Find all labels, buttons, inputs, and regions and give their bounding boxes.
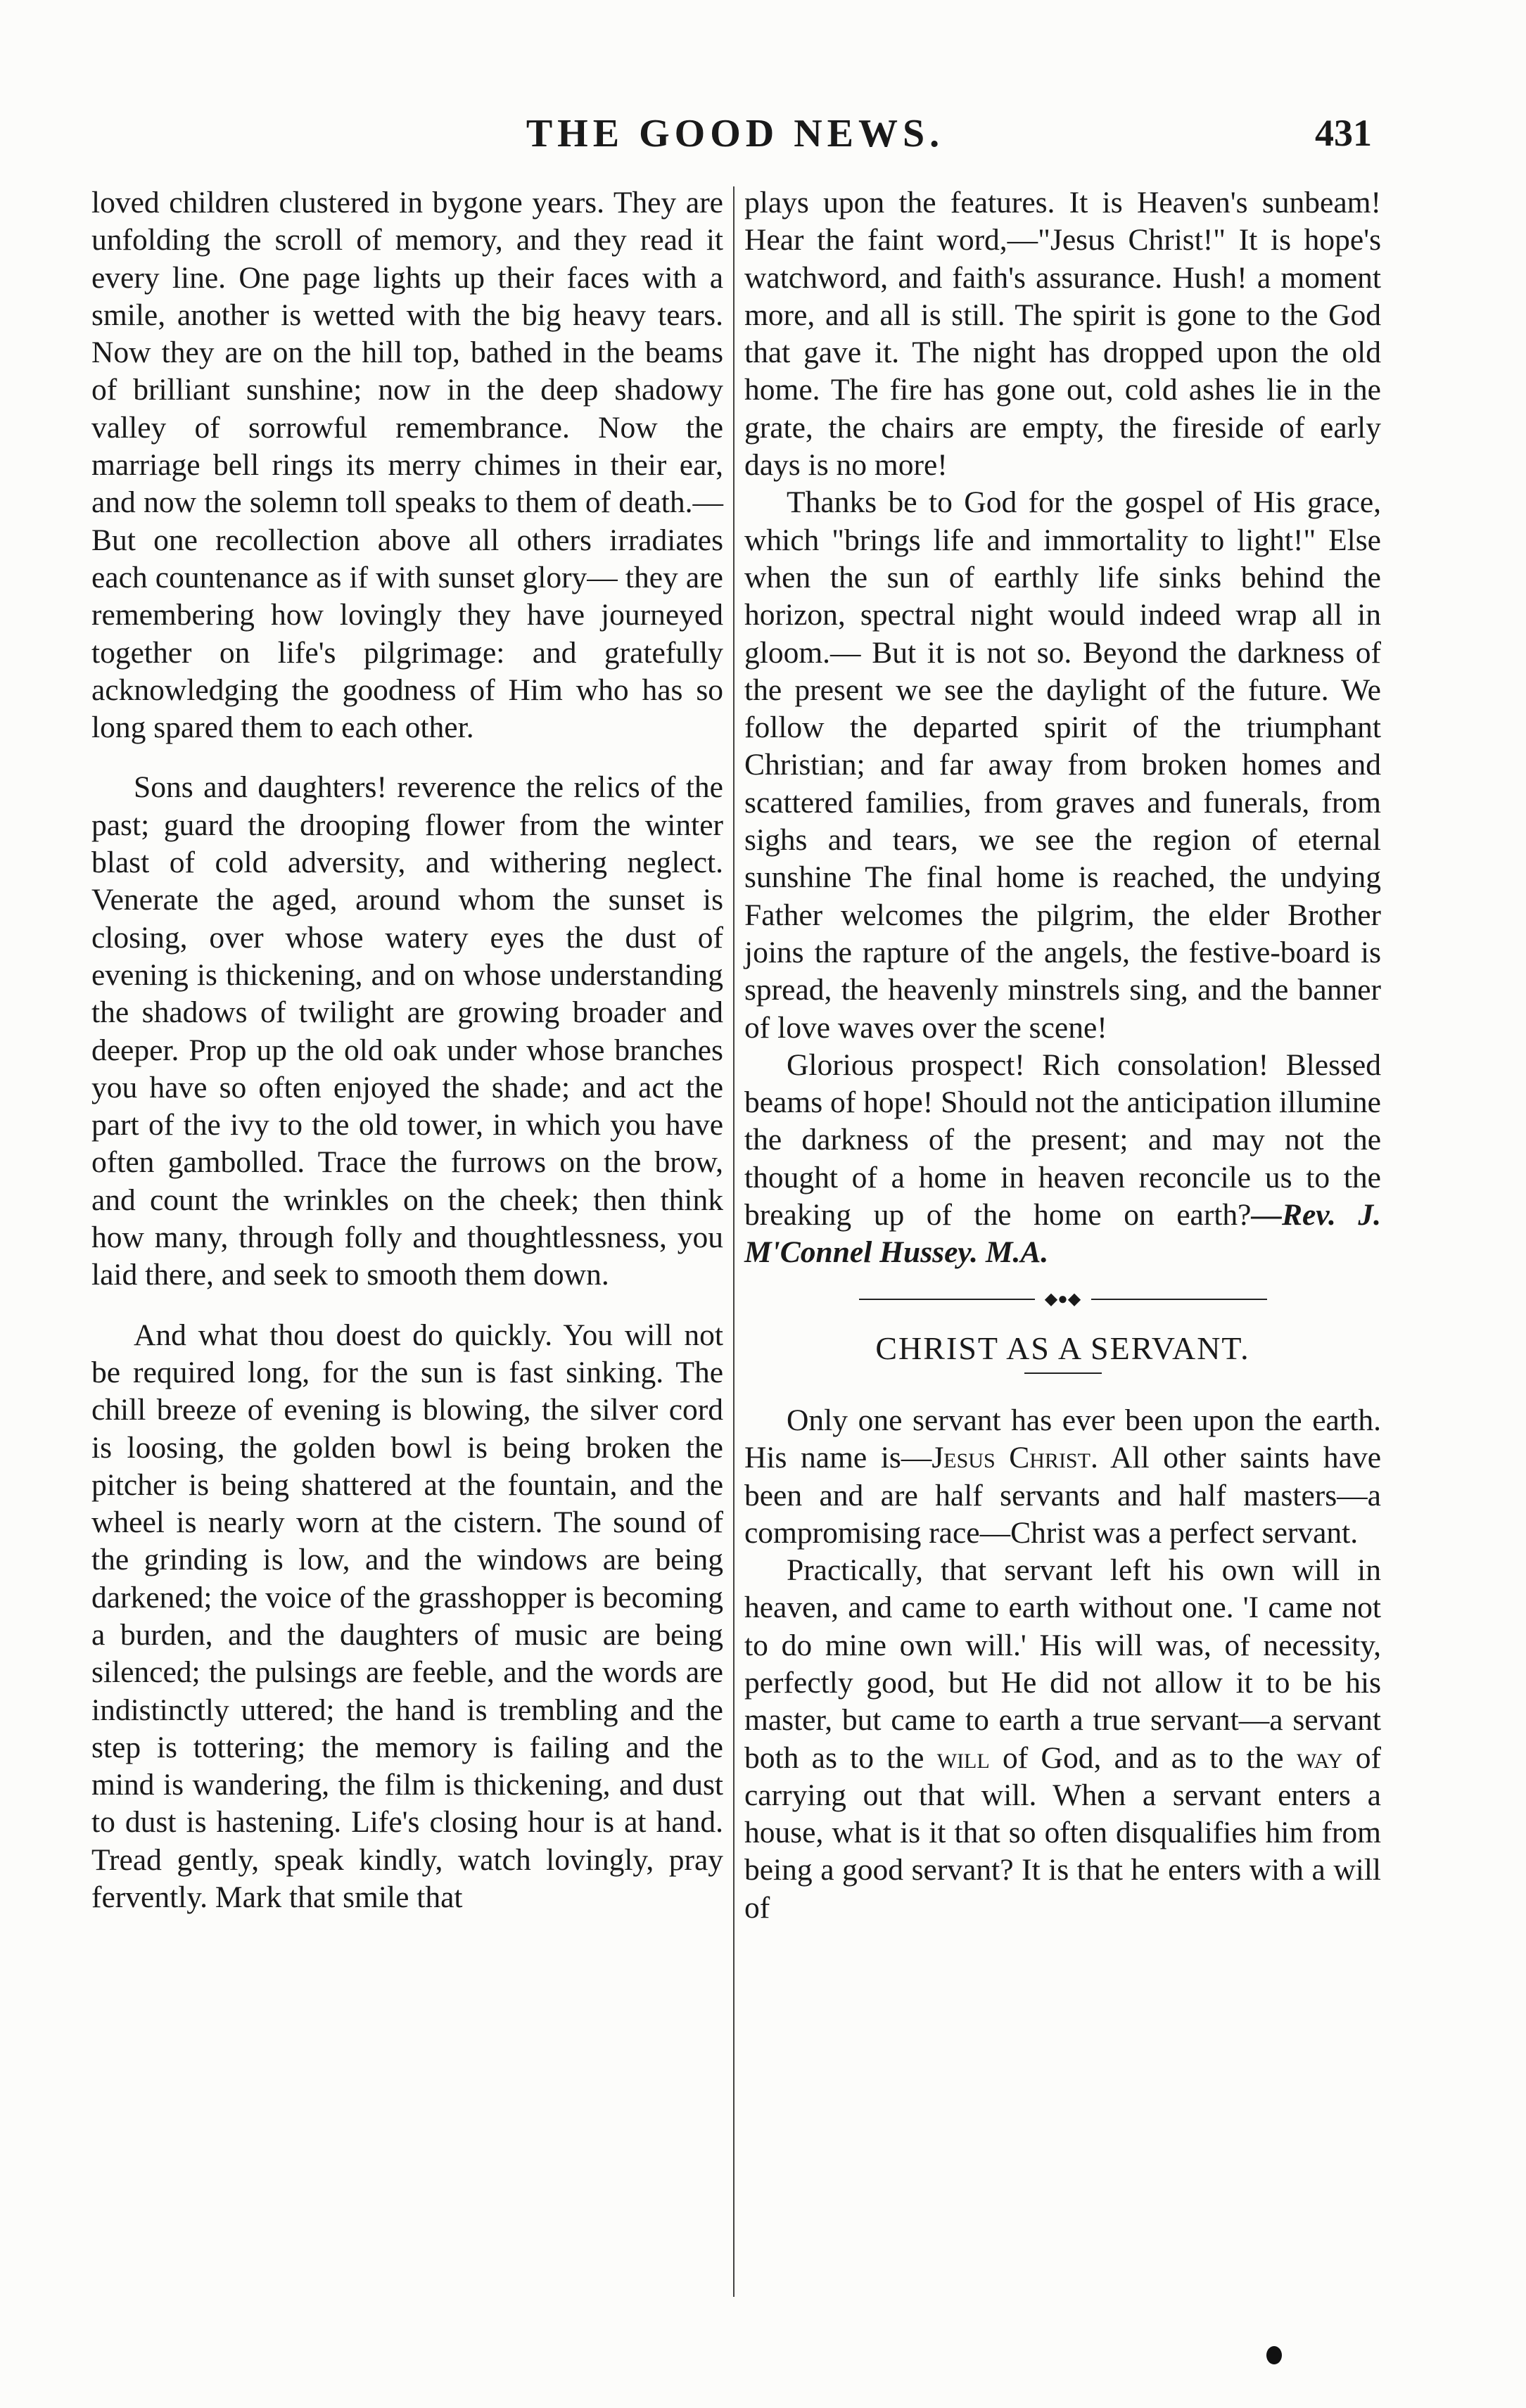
p4-name: Jesus Christ.: [932, 1441, 1098, 1475]
p5-will: will: [936, 1740, 990, 1775]
p4-after: All other saints have been and are half servants and half masters—a compromising race—Christ was a perfect servant.: [744, 1441, 1382, 1550]
heading-rule: [1024, 1372, 1102, 1374]
column-divider: [733, 186, 735, 2297]
left-paragraph-2: Sons and daughters! reverence the relics of the past; guard the drooping flower from the winter blast of cold adversity, and withering neglect. Venerate the aged, around whom the sunset is closing, over whose watery eyes the dust of evening is thickening, and on whose understanding the shadows of twilight are growing broader and deeper. Prop up the old oak under whose branches you have so often enjoyed the shade; and act the part of the ivy to the old tower, in which you have often gambolled. Trace the furrows on the brow, and count the wrinkles on the cheek; then think how many, through folly and thoughtlessness, you laid there, and seek to smooth them down.: [91, 770, 723, 1292]
right-paragraph-4: [744, 1402, 1381, 1552]
running-title: THE GOOD NEWS.: [526, 112, 945, 155]
ornament-center: ◆●◆: [1044, 1289, 1081, 1308]
ink-blot: [1266, 2346, 1282, 2364]
p5-a: Practically, that servant left his own will in heaven, and came to earth without one. 'I came not to do mine own will.' His will was, of necessity, perfectly good, but He did not allow it to be his master, but came to earth a true servant—a servant both as to the: [744, 1553, 1381, 1775]
page-header: [91, 111, 1379, 167]
ornament-line-left: [859, 1299, 1035, 1300]
left-paragraph-3: And what thou doest do quickly. You will not be required long, for the sun is fast sinking. The chill breeze of evening is blowing, the silver cord is loosing, the golden bowl is being broken the pitcher is being shattered at the fountain, and the wheel is nearly worn at the cistern. The sound of the grinding is low, and the windows are being darkened; the voice of the grasshopper is becoming a burden, and the daughters of music are being silenced; the pulsings are feeble, and the words are indistinctly uttered; the hand is trembling and the step is tottering; the memory is failing and the mind is wandering, the film is thickening, and dust to dust is hastening. Life's closing hour is at hand. Tread gently, speak kindly, watch lovingly, pray fervently. Mark that smile that: [91, 1318, 723, 1915]
ornament-line-right: [1091, 1299, 1267, 1300]
section-ornament: [859, 1289, 1267, 1310]
p5-b: of God, and as to the: [989, 1740, 1297, 1775]
p5-c: of carrying out that will. When a servant enters a house, what is it that so often disqualifies him from being a good servant? It is that he enters with a will of: [744, 1740, 1381, 1925]
page-number: 431: [1315, 112, 1372, 154]
left-paragraph-1: loved children clustered in bygone years. They are unfolding the scroll of memory, and they read it every line. One page lights up their faces with a smile, another is wetted with the big heavy tears. Now they are on the hill top, bathed in the beams of brilliant sunshine; now in the deep shadowy valley of sorrowful remembrance. Now the marriage bell rings its merry chimes in their ear, and now the solemn toll speaks to them of death.— But one recollection above all others irradiates each countenance as if with sunset glory— they are remembering how lovingly they have journeyed together on life's pilgrimage: and gratefully acknowledging the goodness of Him who has so long spared them to each other.: [91, 186, 723, 745]
p4-before: Only one servant has ever been upon the earth. His name is—: [744, 1403, 1381, 1475]
right-column: [744, 184, 1381, 1927]
left-column: [91, 184, 723, 1916]
attribution: —Rev. J. M'Connel Hussey. M.A.: [744, 1198, 1382, 1270]
right-paragraph-2: Thanks be to God for the gospel of His grace, which "brings life and immortality to light!" Else when the sun of earthly life sinks behind the horizon, spectral night would indeed wrap all in gloom.— But it is not so. Beyond the darkness of the present we see the daylight of the future. We follow the departed spirit of the triumphant Christian; and far away from broken homes and scattered families, from graves and funerals, from sighs and tears, we see the region of eternal sunshine The final home is reached, the undying Father welcomes the pilgrim, the elder Brother joins the rapture of the angels, the festive-board is spread, the heavenly minstrels sing, and the banner of love waves over the scene!: [744, 485, 1381, 1045]
right-paragraph-1: plays upon the features. It is Heaven's sunbeam! Hear the faint word,—"Jesus Christ!" It is hope's watchword, and faith's assurance. Hush! a moment more, and all is still. The spirit is gone to the God that gave it. The night has dropped upon the old home. The fire has gone out, cold ashes lie in the grate, the chairs are empty, the fireside of early days is no more!: [744, 186, 1381, 483]
p5-way: way: [1296, 1740, 1343, 1775]
right-paragraph-5: [744, 1552, 1381, 1927]
right-paragraph-3: [744, 1047, 1381, 1272]
right-paragraph-3-text: Glorious prospect! Rich consolation! Blessed beams of hope! Should not the anticipation illumine the darkness of the present; and may not the thought of a home in heaven reconcile us to the breaking up of the home on earth?: [744, 1047, 1381, 1232]
section-heading: CHRIST AS A SERVANT.: [875, 1330, 1250, 1366]
